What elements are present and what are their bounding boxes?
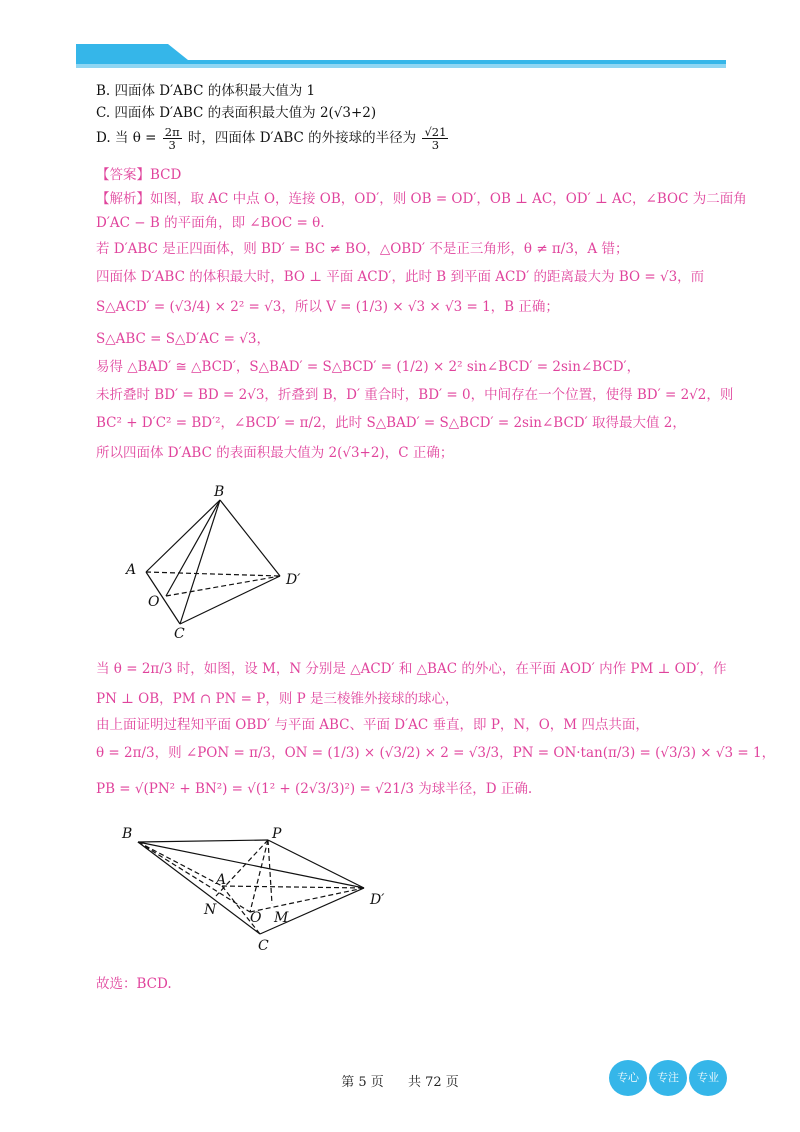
- analysis-line-5: S△ACD′ = (√3/4) × 2² = √3，所以 V = (1/3) × √3 × √3 = 1，B 正确；: [96, 299, 559, 315]
- page-total: 共 72 页: [407, 1075, 459, 1090]
- analysis-line-9: BC² + D′C² = BD′²，∠BCD′ = π/2，此时 S△BAD′ = S△BCD′ = 2sin∠BCD′ 取得最大值 2，: [96, 415, 686, 431]
- fraction-numerator: √21: [424, 125, 447, 139]
- analysis-line-8: 未折叠时 BD′ = BD = 2√3，折叠到 B，D′ 重合时，BD′ = 0，中间存在一个位置，使得 BD′ = 2√2，则: [96, 387, 734, 403]
- analysis-line-10: 所以四面体 D′ABC 的表面积最大值为 2(√3+2)，C 正确；: [96, 445, 454, 461]
- fig2-label-p: P: [272, 826, 282, 842]
- fig2-label-b: B: [122, 826, 133, 842]
- fraction-denominator: 3: [168, 138, 176, 152]
- option-b: B. 四面体 D′ABC 的体积最大值为 1: [96, 83, 316, 99]
- analysis-line-2: D′AC − B 的平面角，即 ∠BOC = θ.: [96, 215, 325, 231]
- badge-3: 专业: [689, 1060, 727, 1096]
- analysis-line-4: 四面体 D′ABC 的体积最大时，BO ⊥ 平面 ACD′，此时 B 到平面 ACD′ 的距离最大为 BO = √3，而: [96, 269, 705, 285]
- header-bar: [76, 44, 726, 68]
- fig2-label-m: M: [274, 910, 289, 926]
- fig2-label-d: D′: [370, 892, 385, 908]
- badge-2: 专注: [649, 1060, 687, 1096]
- option-d-prefix: D. 当 θ =: [96, 130, 157, 146]
- option-d-radius-fraction: [422, 126, 448, 151]
- fig1-label-c: C: [174, 626, 185, 638]
- figure-tetrahedron-1: [110, 478, 320, 638]
- fraction-denominator: 3: [431, 138, 440, 152]
- option-d: [96, 126, 450, 151]
- analysis-line-3: 若 D′ABC 是正四面体，则 BD′ = BC ≠ BO，△OBD′ 不是正三角形，θ ≠ π/3，A 错；: [96, 241, 629, 257]
- option-c: C. 四面体 D′ABC 的表面积最大值为 2(√3+2): [96, 105, 377, 121]
- option-d-mid: 时，四面体 D′ABC 的外接球的半径为: [187, 130, 417, 146]
- analysis-line-15: PB = √(PN² + BN²) = √(1² + (2√3/3)²) = √21/3 为球半径，D 正确.: [96, 781, 533, 797]
- fig2-label-o: O: [250, 910, 262, 926]
- fig1-label-b: B: [214, 484, 225, 500]
- figure-tetrahedron-2: [118, 822, 398, 954]
- analysis-line-13: 由上面证明过程知平面 OBD′ 与平面 ABC、平面 D′AC 垂直，即 P，N，O，M 四点共面，: [96, 717, 649, 733]
- analysis-line-11: 当 θ = 2π/3 时，如图，设 M，N 分别是 △ACD′ 和 △BAC 的外心，在平面 AOD′ 内作 PM ⊥ OD′，作: [96, 661, 727, 677]
- fig1-label-o: O: [148, 594, 160, 610]
- analysis-line-14: θ = 2π/3，则 ∠PON = π/3，ON = (1/3) × (√3/2) × 2 = √3/3，PN = ON·tan(π/3) = (√3/3) × √3 = 1，: [96, 745, 776, 761]
- analysis-line-7: 易得 △BAD′ ≅ △BCD′，S△BAD′ = S△BCD′ = (1/2) × 2² sin∠BCD′ = 2sin∠BCD′，: [96, 359, 641, 375]
- fig1-label-d: D′: [286, 572, 301, 588]
- analysis-line-12: PN ⊥ OB，PM ∩ PN = P，则 P 是三棱锥外接球的球心，: [96, 691, 459, 707]
- fig1-label-a: A: [126, 562, 137, 578]
- analysis-line-6: S△ABC = S△D′AC = √3，: [96, 331, 270, 347]
- badge-1: 专心: [609, 1060, 647, 1096]
- analysis-line-1: 【解析】如图，取 AC 中点 O，连接 OB，OD′，则 OB = OD′，OB ⊥ AC，OD′ ⊥ AC，∠BOC 为二面角: [96, 191, 747, 207]
- option-d-fraction: [163, 126, 182, 151]
- answer: 【答案】BCD: [96, 167, 182, 183]
- fig2-label-c: C: [258, 938, 269, 954]
- page-number: 第 5 页: [341, 1075, 384, 1090]
- brand-badges: [609, 1060, 729, 1096]
- fraction-numerator: 2π: [164, 125, 180, 139]
- fig2-label-a: A: [216, 872, 227, 888]
- fig2-label-n: N: [204, 902, 217, 918]
- analysis-line-16: 故选：BCD.: [96, 976, 172, 992]
